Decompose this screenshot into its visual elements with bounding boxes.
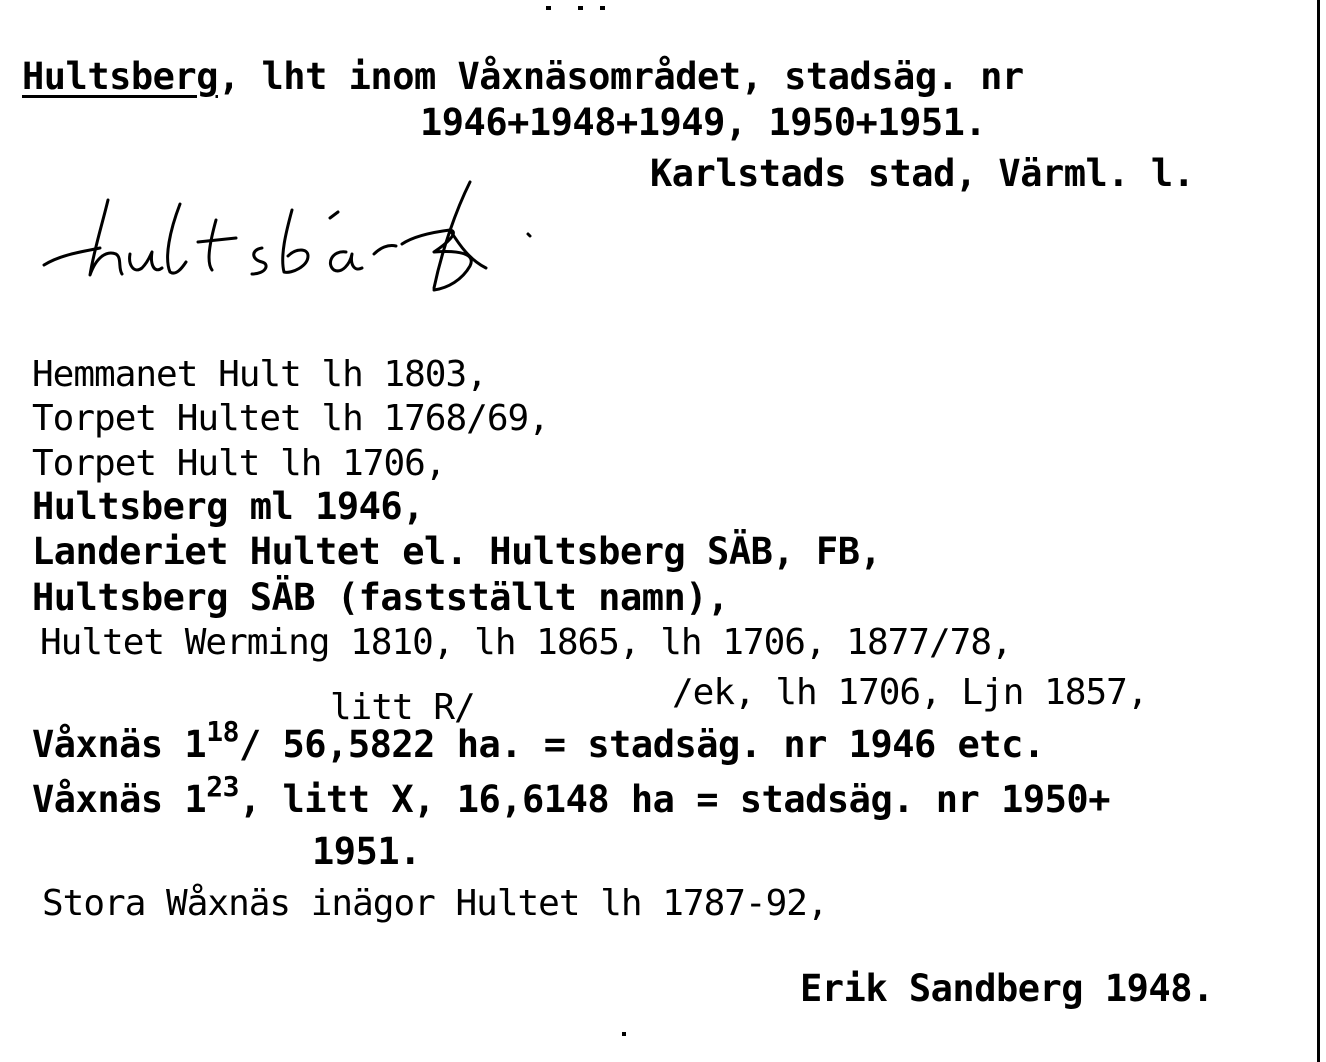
entry-hultsberg-ml: Hultsberg ml 1946, [32, 485, 424, 528]
header-line [22, 55, 1024, 98]
handwriting-svg [30, 170, 550, 300]
entry-ek-ljn: /ek, lh 1706, Ljn 1857, [672, 672, 1148, 713]
card-edge [1317, 0, 1320, 1062]
header-numbers: 1946+1948+1949, 1950+1951. [420, 101, 987, 144]
vaxnas1-litt: litt R/ [330, 687, 475, 728]
vaxnas2-line [32, 770, 1110, 821]
handwritten-annotation [30, 170, 550, 300]
entry-torpet-hultet: Torpet Hultet lh 1768/69, [32, 398, 549, 439]
vaxnas1-superscript: 18 [206, 715, 239, 748]
vaxnas2-continuation: 1951. [312, 830, 421, 873]
header-description: , lht inom Våxnäsområdet, stadsäg. nr [217, 55, 1024, 98]
speck [546, 6, 551, 10]
entry-stora-waxnas: Stora Wåxnäs inägor Hultet lh 1787-92, [42, 883, 828, 924]
entry-hultsberg-sab: Hultsberg SÄB (fastställt namn), [32, 576, 729, 619]
header-location: Karlstads stad, Värml. l. [650, 152, 1195, 195]
vaxnas1-slash: / [238, 723, 283, 766]
entry-torpet-hult: Torpet Hult lh 1706, [32, 443, 446, 484]
place-name: Hultsberg [22, 55, 218, 98]
vaxnas2-text: , litt X, 16,6148 ha = stadsäg. nr 1950+ [238, 778, 1110, 821]
signature: Erik Sandberg 1948. [800, 967, 1214, 1010]
speck [600, 6, 605, 10]
speck [578, 6, 583, 10]
entry-hultet-werming: Hultet Werming 1810, lh 1865, lh 1706, 1877/78, [40, 622, 1012, 663]
vaxnas1-line [32, 715, 1045, 766]
vaxnas2-superscript: 23 [206, 770, 239, 803]
entry-hemmanet-hult: Hemmanet Hult lh 1803, [32, 354, 487, 395]
speck [622, 1032, 626, 1036]
vaxnas1-text: 56,5822 ha. = stadsäg. nr 1946 etc. [282, 723, 1045, 766]
vaxnas2-prefix: Våxnäs 1 [32, 778, 207, 821]
vaxnas1-prefix: Våxnäs 1 [32, 723, 207, 766]
entry-landeriet-hultet: Landeriet Hultet el. Hultsberg SÄB, FB, [32, 530, 882, 573]
